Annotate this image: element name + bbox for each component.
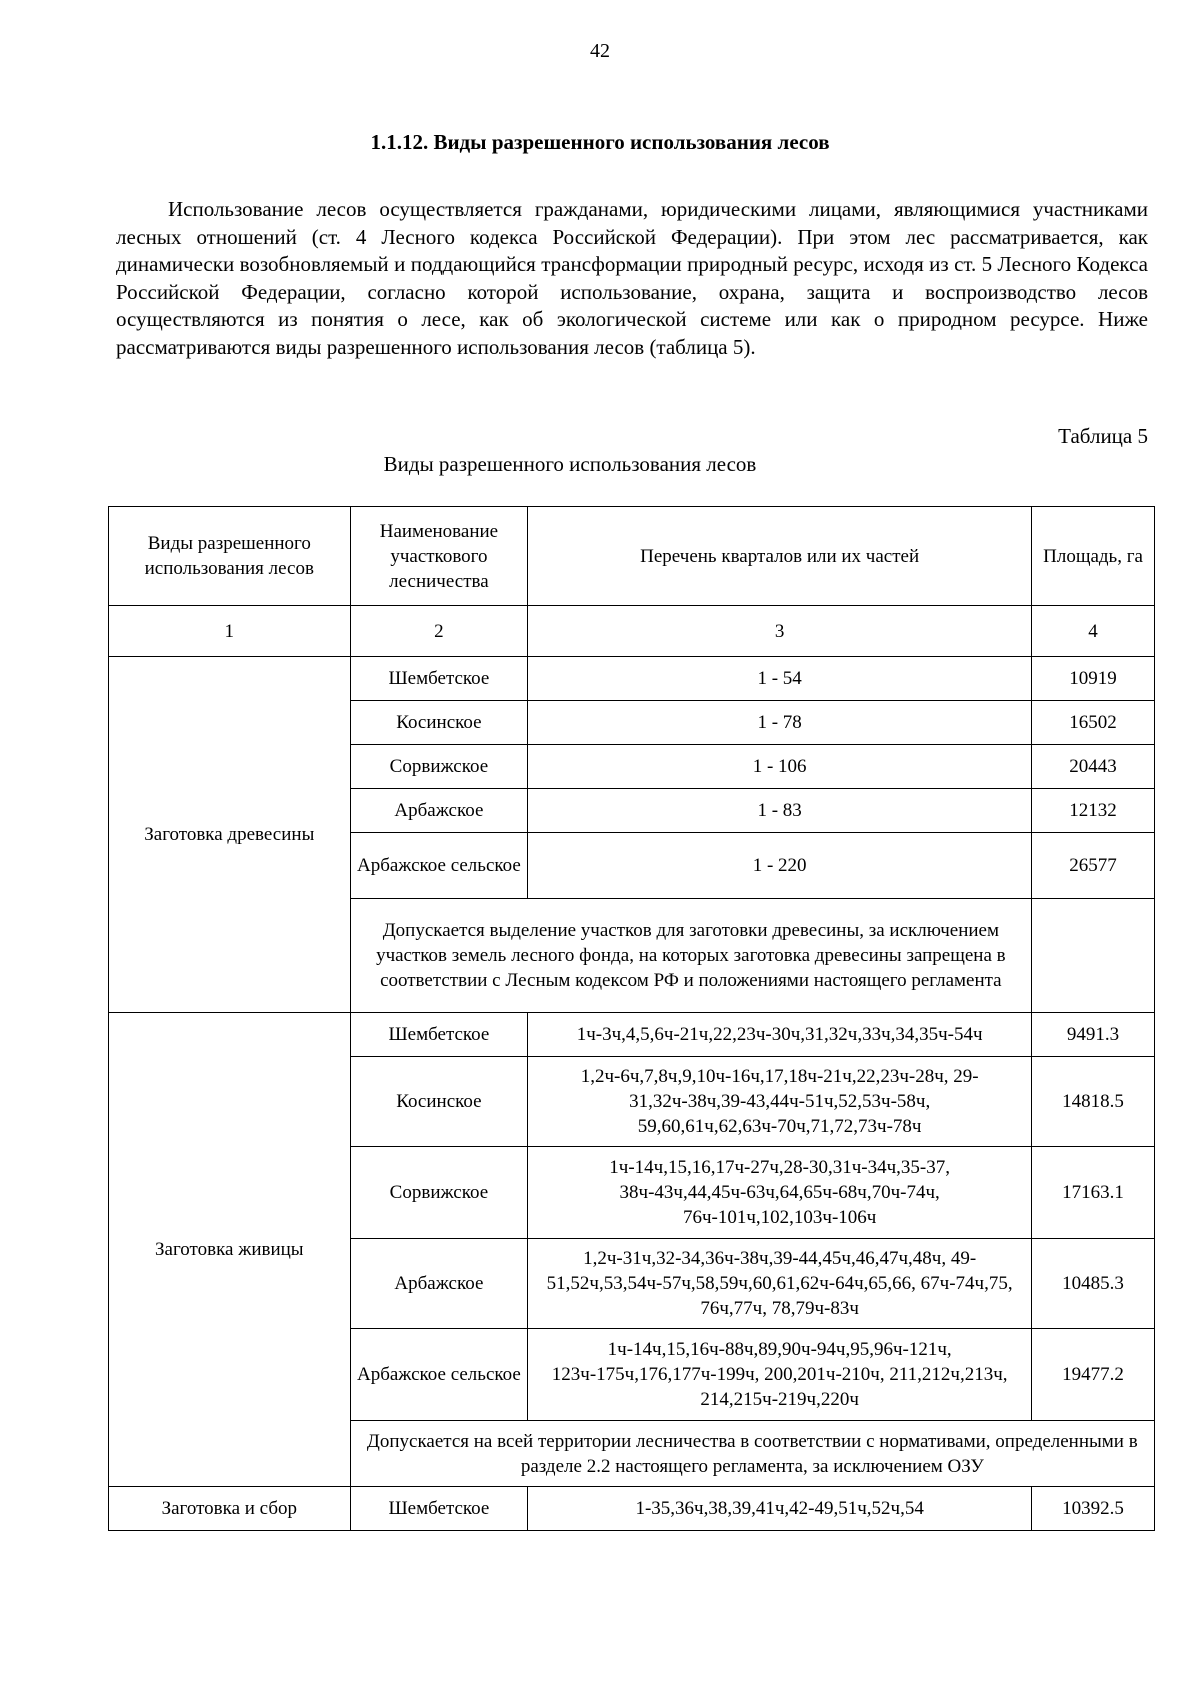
- area-cell: 10485.3: [1032, 1239, 1155, 1329]
- area-cell: 20443: [1032, 745, 1155, 789]
- area-cell: 16502: [1032, 701, 1155, 745]
- table-row: [109, 1487, 1155, 1531]
- table-row: [109, 1013, 1155, 1057]
- column-number: 4: [1032, 606, 1155, 657]
- forestry-cell: Сорвижское: [350, 745, 528, 789]
- forestry-cell: Косинское: [350, 701, 528, 745]
- quarters-cell: 1,2ч-31ч,32-34,36ч-38ч,39-44,45ч,46,47ч,48ч, 49-51,52ч,53,54ч-57ч,58,59ч,60,61,62ч-64ч,65,66, 67ч-74ч,75, 76ч,77ч, 78,79ч-83ч: [528, 1239, 1032, 1329]
- area-cell: 12132: [1032, 789, 1155, 833]
- use-type-cell: Заготовка древесины: [109, 657, 351, 1013]
- table-label: Таблица 5: [1058, 424, 1148, 448]
- quarters-cell: 1-35,36ч,38,39,41ч,42-49,51ч,52ч,54: [528, 1487, 1032, 1531]
- quarters-cell: 1 - 78: [528, 701, 1032, 745]
- forest-use-table: [108, 506, 1155, 1531]
- table-header-row: [109, 507, 1155, 606]
- forestry-cell: Шембетское: [350, 1013, 528, 1057]
- forestry-cell: Шембетское: [350, 1487, 528, 1531]
- area-cell: 10392.5: [1032, 1487, 1155, 1531]
- quarters-cell: 1 - 54: [528, 657, 1032, 701]
- forestry-cell: Арбажское: [350, 789, 528, 833]
- quarters-cell: 1ч-14ч,15,16,17ч-27ч,28-30,31ч-34ч,35-37, 38ч-43ч,44,45ч-63ч,64,65ч-68ч,70ч-74ч, 76ч-101ч,102,103ч-106ч: [528, 1147, 1032, 1239]
- forestry-cell: Арбажское сельское: [350, 833, 528, 899]
- area-cell: 9491.3: [1032, 1013, 1155, 1057]
- column-number: 1: [109, 606, 351, 657]
- quarters-cell: 1 - 220: [528, 833, 1032, 899]
- quarters-cell: 1ч-3ч,4,5,6ч-21ч,22,23ч-30ч,31,32ч,33ч,34,35ч-54ч: [528, 1013, 1032, 1057]
- note-cell: Допускается на всей территории лесничества в соответствии с нормативами, определенными в разделе 2.2 настоящего регламента, за исключением ОЗУ: [350, 1421, 1154, 1487]
- forestry-cell: Косинское: [350, 1057, 528, 1147]
- column-number: 2: [350, 606, 528, 657]
- quarters-cell: 1 - 83: [528, 789, 1032, 833]
- area-cell: 17163.1: [1032, 1147, 1155, 1239]
- table-row: [109, 657, 1155, 701]
- header-forestry: Наименование участкового лесничества: [350, 507, 528, 606]
- page-number: 42: [590, 40, 610, 62]
- column-number-row: [109, 606, 1155, 657]
- quarters-cell: 1ч-14ч,15,16ч-88ч,89,90ч-94ч,95,96ч-121ч, 123ч-175ч,176,177ч-199ч, 200,201ч-210ч, 211,212ч,213ч, 214,215ч-219ч,220ч: [528, 1329, 1032, 1421]
- quarters-cell: 1,2ч-6ч,7,8ч,9,10ч-16ч,17,18ч-21ч,22,23ч-28ч, 29-31,32ч-38ч,39-43,44ч-51ч,52,53ч-58ч, 59,60,61ч,62,63ч-70ч,71,72,73ч-78ч: [528, 1057, 1032, 1147]
- forestry-cell: Арбажское сельское: [350, 1329, 528, 1421]
- intro-paragraph: Использование лесов осуществляется гражданами, юридическими лицами, являющимися участниками лесных отношений (ст. 4 Лесного кодекса Российской Федерации). При этом лес рассматривается, как динамически возобновляемый и поддающийся трансформации природный ресурс, исходя из ст. 5 Лесного Кодекса Российской Федерации, согласно которой использование, охрана, защита и воспроизводство лесов осуществляются из понятия о лесе, как об экологической системе или как о природном ресурсе. Ниже рассматриваются виды разрешенного использования лесов (таблица 5).: [116, 197, 1148, 359]
- area-cell: 10919: [1032, 657, 1155, 701]
- area-cell: 19477.2: [1032, 1329, 1155, 1421]
- forestry-cell: Шембетское: [350, 657, 528, 701]
- header-area: Площадь, га: [1032, 507, 1155, 606]
- header-use: Виды разрешенного использования лесов: [109, 507, 351, 606]
- forestry-cell: Сорвижское: [350, 1147, 528, 1239]
- use-type-cell: Заготовка и сбор: [109, 1487, 351, 1531]
- forestry-cell: Арбажское: [350, 1239, 528, 1329]
- column-number: 3: [528, 606, 1032, 657]
- table-caption: Виды разрешенного использования лесов: [383, 452, 757, 476]
- quarters-cell: 1 - 106: [528, 745, 1032, 789]
- empty-area-cell: [1032, 899, 1155, 1013]
- use-type-cell: Заготовка живицы: [109, 1013, 351, 1487]
- area-cell: 14818.5: [1032, 1057, 1155, 1147]
- section-heading: 1.1.12. Виды разрешенного использования лесов: [370, 130, 830, 154]
- header-quarters: Перечень кварталов или их частей: [528, 507, 1032, 606]
- area-cell: 26577: [1032, 833, 1155, 899]
- note-cell: Допускается выделение участков для заготовки древесины, за исключением участков земель лесного фонда, на которых заготовка древесины запрещена в соответствии с Лесным кодексом РФ и положениями настоящего регламента: [350, 899, 1031, 1013]
